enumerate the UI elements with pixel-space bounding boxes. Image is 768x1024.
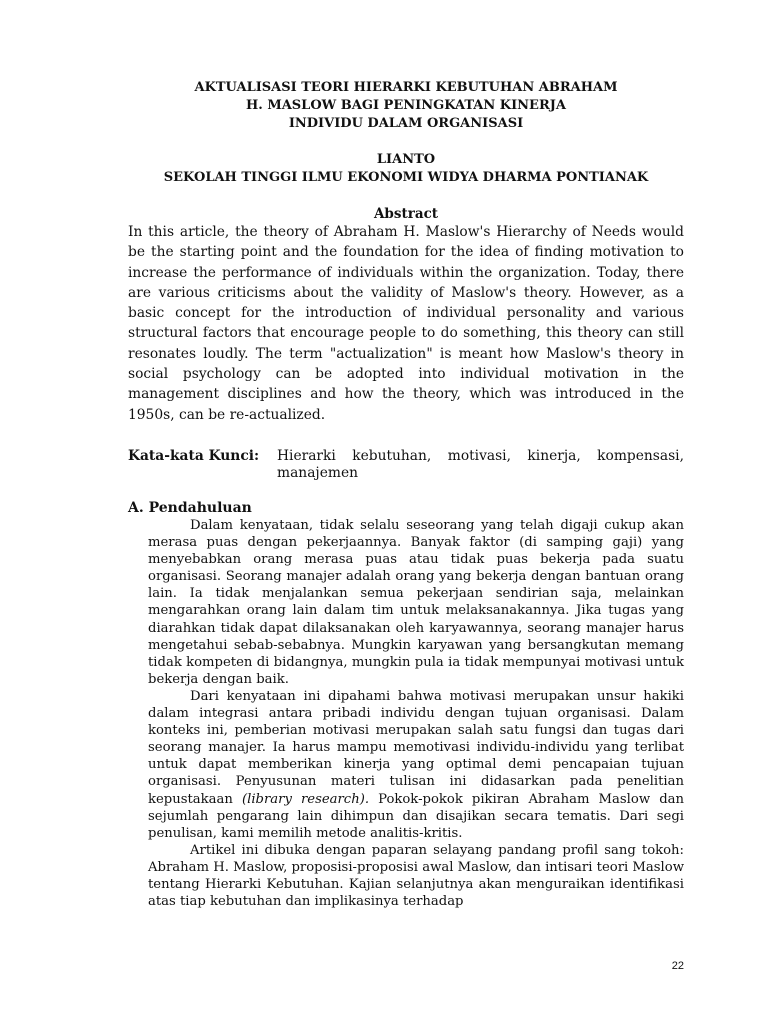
body-paragraph: Artikel ini dibuka dengan paparan selayang pandang profil sang tokoh: Abraham H. Maslow, proposisi-proposisi awal Maslow, dan intisari teori Maslow tentang Hierarki Kebutuhan. Kajian selanjutnya akan menguraikan identifikasi atas tiap kebutuhan dan implikasinya terhadap (148, 842, 684, 910)
body-paragraph (148, 688, 684, 842)
abstract-heading: Abstract (373, 206, 439, 222)
page-number: 22 (671, 960, 684, 972)
keywords-label: Kata-kata Kunci: (128, 448, 260, 464)
author-institution: SEKOLAH TINGGI ILMU EKONOMI WIDYA DHARMA PONTIANAK (163, 170, 649, 185)
title-line: H. MASLOW BAGI PENINGKATAN KINERJA (245, 98, 567, 113)
author-block (128, 151, 684, 187)
title-line: AKTUALISASI TEORI HIERARKI KEBUTUHAN ABRAHAM (194, 80, 618, 95)
body-italic-run: (library research). (241, 791, 370, 807)
keywords-value: Hierarki kebutuhan, motivasi, kinerja, kompensasi, manajemen (277, 448, 684, 481)
abstract-body (128, 222, 684, 425)
paper-title (128, 79, 684, 133)
author-name: LIANTO (376, 152, 436, 167)
body-paragraph: Dalam kenyataan, tidak selalu seseorang yang telah digaji cukup akan merasa puas dengan pekerjaannya. Banyak faktor (di samping gaji) yang menyebabkan orang merasa puas atau tidak puas bekerja pada suatu organisasi. Seorang manajer adalah orang yang bekerja dengan bantuan orang lain. Ia tidak menjalankan semua pekerjaan sendirian saja, melainkan mengarahkan orang lain dalam tim untuk melaksanakannya. Jika tugas yang diarahkan tidak dapat dilaksanakan oleh karyawannya, seorang manajer harus mengetahui sebab-sebabnya. Mungkin karyawan yang bersangkutan memang tidak kompeten di bidangnya, mungkin pula ia tidak mempunyai motivasi untuk bekerja dengan baik. (148, 518, 684, 687)
section-body (148, 517, 684, 910)
abstract-paragraph: In this article, the theory of Abraham H. Maslow's Hierarchy of Needs would be the starting point and the foundation for the idea of finding motivation to increase the performance of individuals within the organization. Today, there are various criticisms about the validity of Maslow's theory. However, as a basic concept for the introduction of individual personality and various structural factors that encourage people to do something, this theory can still resonates loudly. The term "actualization" is meant how Maslow's theory in social psychology can be adopted into individual motivation in the management disciplines and how the theory, which was introduced in the 1950s, can be re-actualized. (128, 224, 684, 423)
body-text-run: Dari kenyataan ini dipahami bahwa motivasi merupakan unsur hakiki dalam integrasi antara pribadi individu dengan tujuan organisasi. Dalam konteks ini, pemberian motivasi merupakan salah satu fungsi dan tugas dari seorang manajer. Ia harus mampu memotivasi individu-individu yang terlibat untuk dapat memberikan kinerja yang optimal demi pencapaian tujuan organisasi. Penyusunan materi tulisan ini didasarkan pada penelitian kepustakaan (148, 688, 684, 807)
body-text-run: Pokok-pokok pikiran Abraham Maslow dan sejumlah pengarang lain dihimpun dan disajikan secara tematis. Dari segi penulisan, kami memilih metode analitis-kritis. (148, 791, 684, 841)
title-line: INDIVIDU DALAM ORGANISASI (288, 116, 524, 131)
section-heading: A. Pendahuluan (128, 500, 252, 516)
